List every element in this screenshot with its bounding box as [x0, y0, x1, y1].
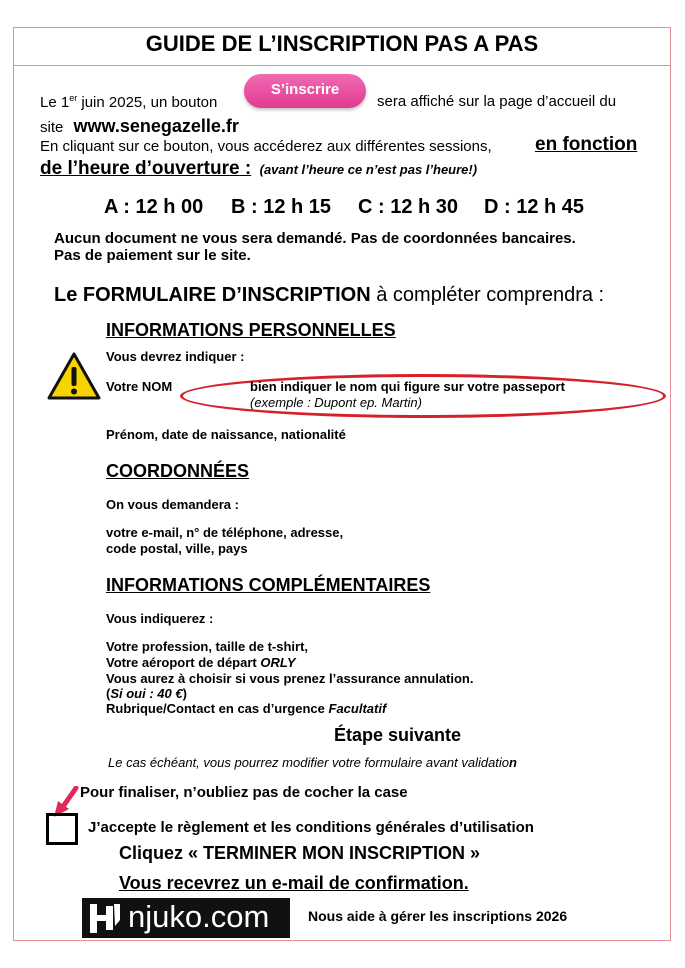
intro-sup: er [69, 93, 78, 103]
extra-line-2-airport: ORLY [260, 655, 296, 670]
title-divider [13, 65, 671, 66]
intro-line-2 [40, 116, 239, 137]
extra-line-4-open: ( [106, 686, 111, 701]
finalize-line-1: Pour finaliser, n’oubliez pas de cocher la case [80, 784, 408, 801]
intro-text-b: juin 2025, un bouton [77, 94, 218, 111]
contact-heading: COORDONNÉES [106, 461, 250, 481]
session-c: C : 12 h 30 [358, 196, 459, 218]
intro-emphasis-1: en fonction [535, 134, 638, 155]
personal-intro: Vous devrez indiquer : [106, 349, 245, 364]
intro-line-3: En cliquant sur ce bouton, vous accéderez aux différentes sessions, [40, 138, 492, 155]
finalize-line-4: Vous recevrez un e-mail de confirmation. [119, 873, 469, 893]
notice-line-2: Pas de paiement sur le site. [54, 247, 251, 264]
name-hint: bien indiquer le nom qui figure sur votre passeport [250, 379, 565, 394]
contact-intro: On vous demandera : [106, 497, 239, 512]
session-b: B : 12 h 15 [231, 196, 332, 218]
signup-button[interactable]: S’inscrire [244, 74, 366, 108]
njuko-logo [82, 898, 290, 938]
intro-line-1 [40, 93, 217, 111]
extra-line-5-optional: Facultatif [328, 701, 387, 716]
finalize-line-3: Cliquez « TERMINER MON INSCRIPTION » [119, 843, 481, 863]
notice-line-1: Aucun document ne vous sera demandé. Pas de coordonnées bancaires. [54, 230, 576, 247]
logo-text: njuko.com [128, 899, 270, 934]
intro-emphasis-2: de l’heure d’ouverture : [40, 158, 252, 179]
checkbox-label: J’accepte le règlement et les conditions générales d’utilisation [88, 819, 534, 836]
session-a: A : 12 h 00 [104, 196, 204, 218]
form-heading [54, 284, 604, 307]
extra-line-4-close: ) [182, 686, 187, 701]
session-d: D : 12 h 45 [484, 196, 585, 218]
extra-line-4 [106, 686, 187, 701]
intro-site-label: site [40, 119, 64, 136]
form-heading-rest: à compléter comprendra : [370, 284, 605, 306]
name-label: Votre NOM [106, 379, 173, 394]
personal-other: Prénom, date de naissance, nationalité [106, 427, 346, 442]
njuko-mark-icon [84, 900, 124, 936]
contact-line-1: votre e-mail, n° de téléphone, adresse, [106, 525, 344, 540]
name-example: (exemple : Dupont ep. Martin) [250, 395, 422, 410]
extra-intro: Vous indiquerez : [106, 611, 214, 626]
extra-line-3: Vous aurez à choisir si vous prenez l’assurance annulation. [106, 671, 474, 686]
next-step-note-text: Le cas échéant, vous pourrez modifier votre formulaire avant validatio [108, 755, 510, 770]
next-step-note [108, 755, 517, 770]
extra-line-1: Votre profession, taille de t-shirt, [106, 639, 309, 654]
warning-icon [47, 352, 101, 400]
extra-line-2 [106, 655, 296, 670]
form-heading-bold: Le FORMULAIRE D’INSCRIPTION [54, 284, 371, 306]
extra-line-2-text: Votre aéroport de départ [106, 655, 261, 670]
next-step-note-end: n [509, 755, 517, 770]
site-link[interactable]: www.senegazelle.fr [73, 116, 239, 136]
intro-line-1-end: sera affiché sur la page d’accueil du [377, 93, 617, 110]
intro-text: Le 1 [40, 94, 70, 111]
personal-heading: INFORMATIONS PERSONNELLES [106, 320, 396, 340]
accept-checkbox[interactable] [46, 813, 78, 845]
page-title: GUIDE DE L’INSCRIPTION PAS A PAS [145, 31, 539, 56]
intro-note: (avant l’heure ce n’est pas l’heure!) [259, 162, 478, 177]
extra-line-4-price: Si oui : 40 € [110, 686, 183, 701]
next-step-heading: Étape suivante [334, 725, 462, 745]
footer-tagline: Nous aide à gérer les inscriptions 2026 [308, 908, 568, 924]
extra-line-5 [106, 701, 386, 716]
extra-heading: INFORMATIONS COMPLÉMENTAIRES [106, 575, 431, 595]
extra-line-5-text: Rubrique/Contact en cas d’urgence [106, 701, 329, 716]
contact-line-2: code postal, ville, pays [106, 541, 248, 556]
intro-line-4 [40, 158, 477, 180]
